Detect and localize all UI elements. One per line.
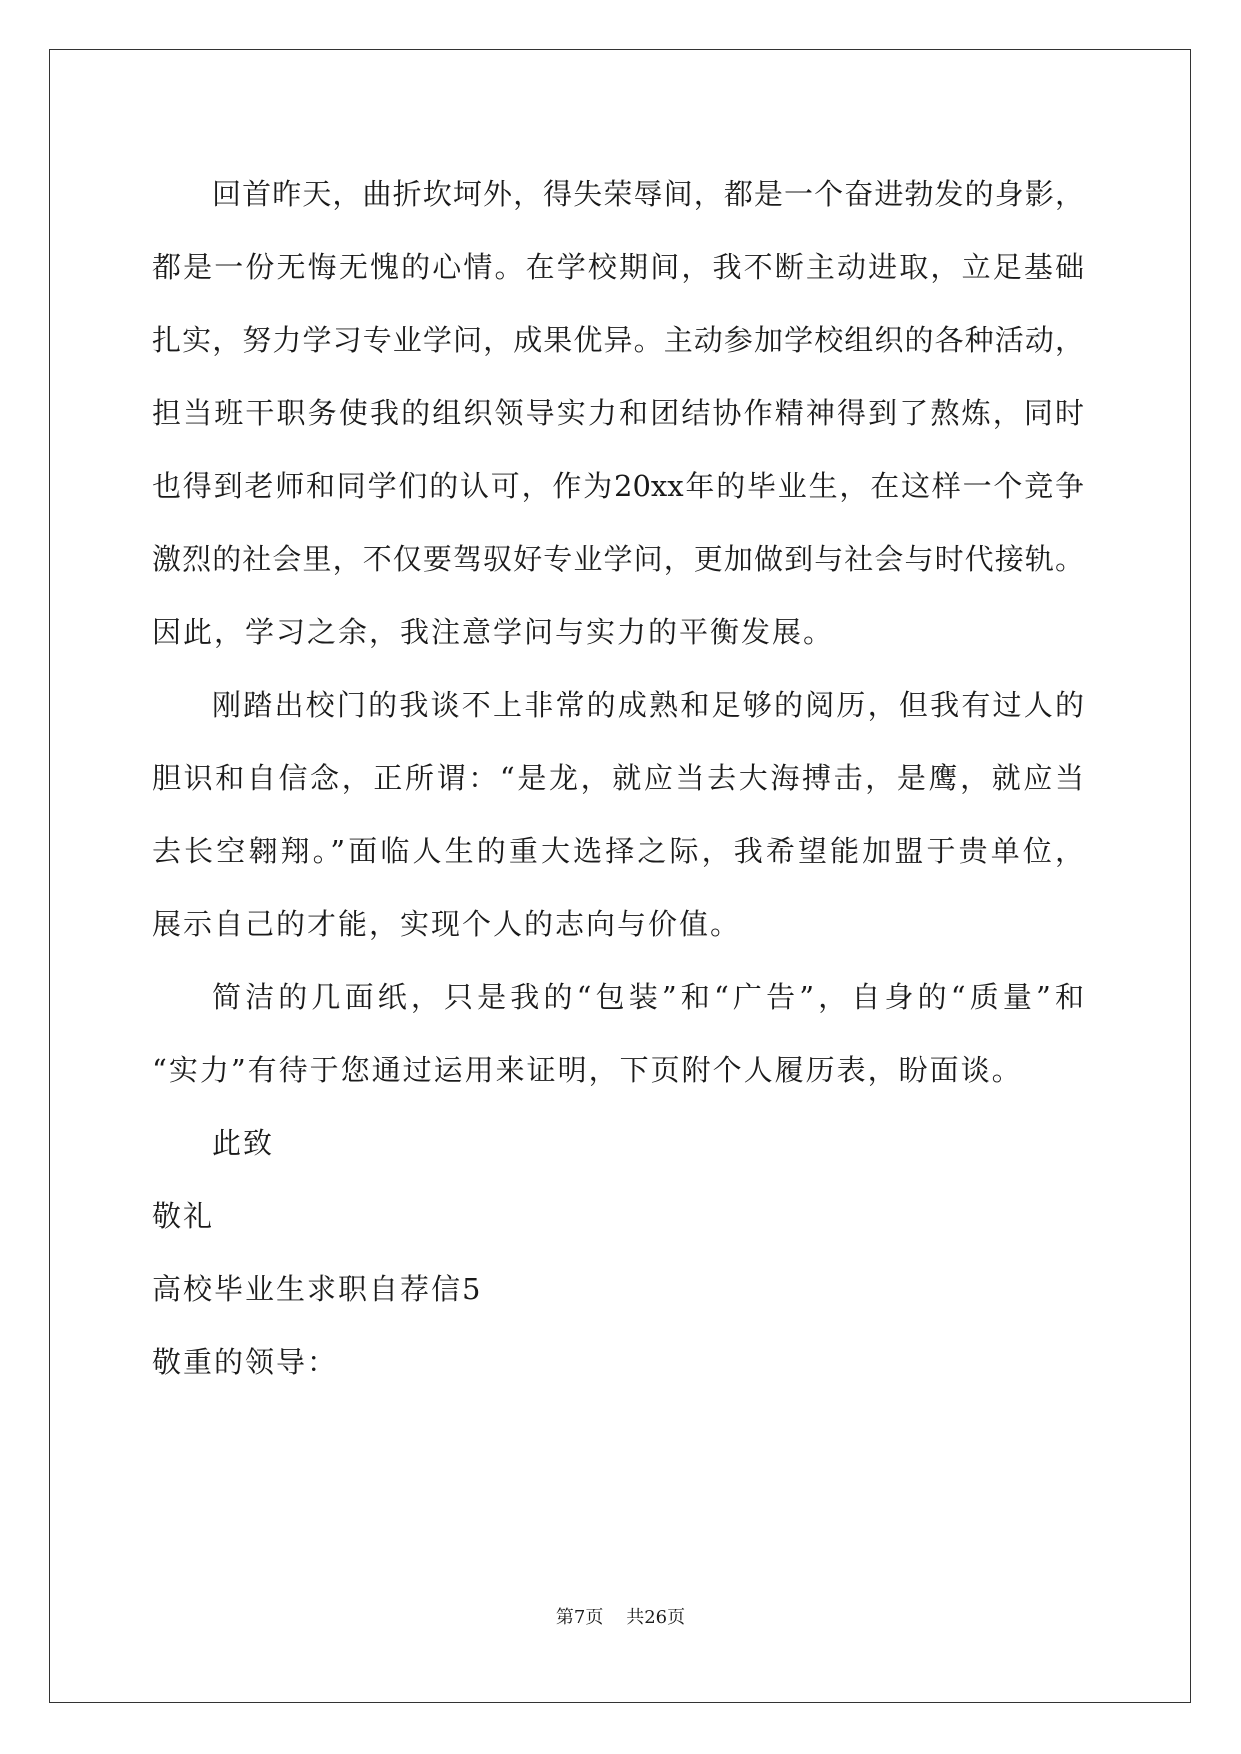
salutation-text: 敬礼 xyxy=(152,1199,215,1233)
next-letter-greeting: 敬重的领导： xyxy=(152,1345,339,1379)
paragraph-2-line-2: 胆识和自信念，正所谓：“是龙，就应当去大海搏击，是鹰，就应当 xyxy=(152,761,1084,795)
paragraph-1-line-7: 因此，学习之余，我注意学问与实力的平衡发展。 xyxy=(152,615,835,649)
paragraph-2-line-1: 刚踏出校门的我谈不上非常的成熟和足够的阅历，但我有过人的 xyxy=(212,688,1084,722)
paragraph-3-line-2: “实力”有待于您通过运用来证明，下页附个人履历表，盼面谈。 xyxy=(152,1053,1023,1087)
paragraph-2-line-4: 展示自己的才能，实现个人的志向与价值。 xyxy=(152,907,742,941)
page-total: 共26页 xyxy=(626,1607,686,1628)
page-border xyxy=(49,49,1191,1703)
next-letter-title: 高校毕业生求职自荐信5 xyxy=(152,1272,483,1306)
paragraph-1-line-1: 回首昨天，曲折坎坷外，得失荣辱间，都是一个奋进勃发的身影， xyxy=(212,177,1084,211)
paragraph-3-line-1: 简洁的几面纸，只是我的“包装”和“广告”，自身的“质量”和 xyxy=(212,980,1084,1014)
paragraph-1-line-4: 担当班干职务使我的组织领导实力和团结协作精神得到了熬炼，同时 xyxy=(152,396,1084,430)
paragraph-1-line-5: 也得到老师和同学们的认可，作为20xx年的毕业生，在这样一个竞争 xyxy=(152,469,1084,503)
paragraph-1-line-2: 都是一份无悔无愧的心情。在学校期间，我不断主动进取，立足基础 xyxy=(152,250,1084,284)
page-footer xyxy=(0,1606,1241,1630)
paragraph-1-line-3: 扎实，努力学习专业学问，成果优异。主动参加学校组织的各种活动， xyxy=(152,323,1084,357)
page-number: 第7页 xyxy=(555,1607,604,1628)
paragraph-1-line-6: 激烈的社会里，不仅要驾驭好专业学问，更加做到与社会与时代接轨。 xyxy=(152,542,1084,576)
paragraph-2-line-3: 去长空翱翔。”面临人生的重大选择之际，我希望能加盟于贵单位， xyxy=(152,834,1084,868)
closing-text: 此致 xyxy=(212,1126,275,1160)
